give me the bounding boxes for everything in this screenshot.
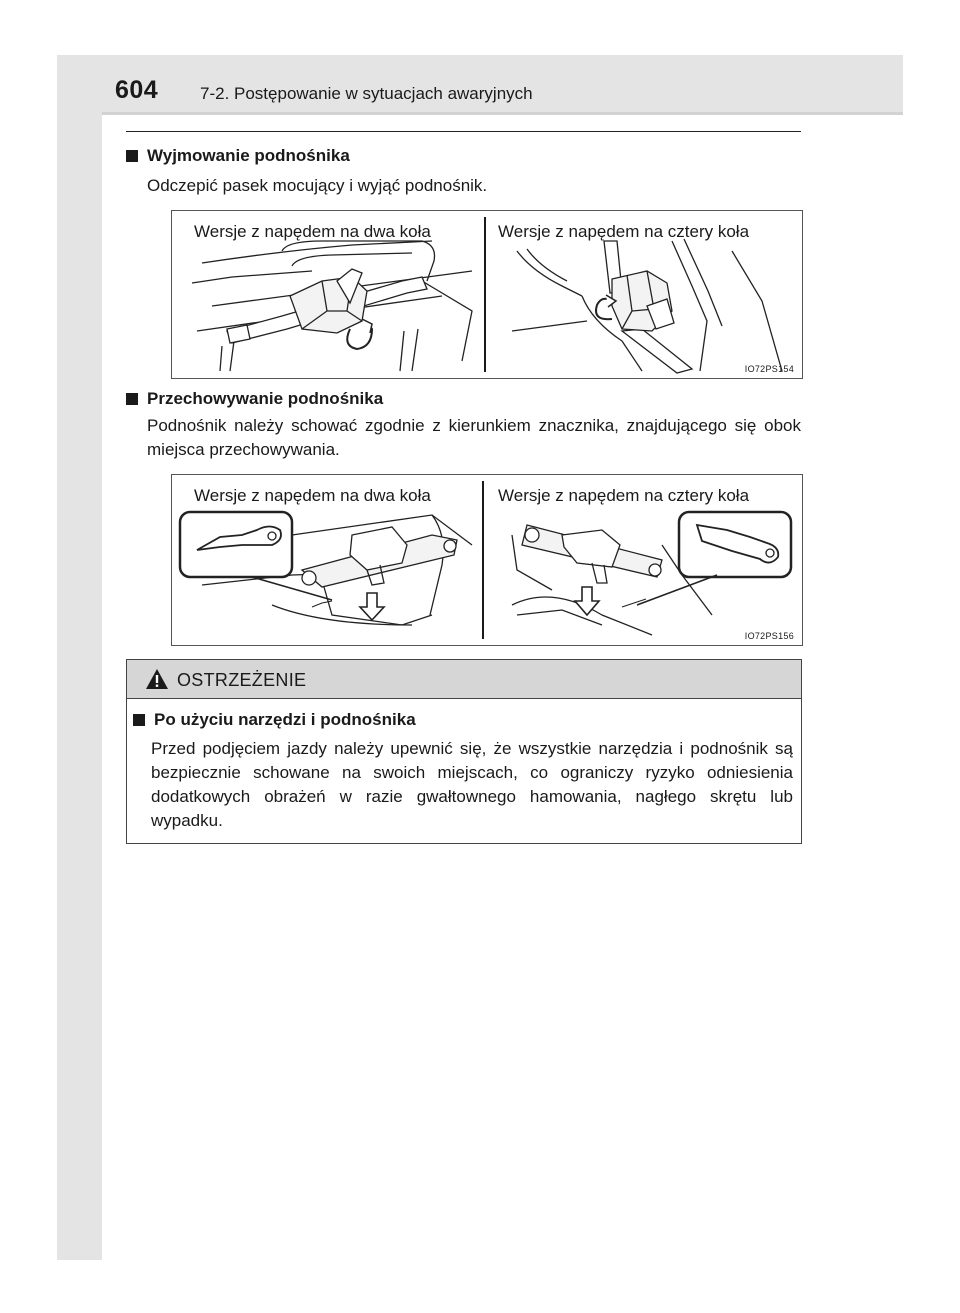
section-rule: [126, 131, 801, 132]
section-paragraph: Odczepić pasek mocujący i wyjąć podnośnik.: [147, 176, 488, 195]
figure-jack-storage: [171, 474, 803, 646]
figure-label-2wd: Wersje z napędem na dwa koła: [194, 486, 431, 505]
warning-text: Przed podjęciem jazdy należy upewnić się, że wszystkie narzędzia i podnośnik są bezpiecznie schowane na swoich miejscach, co ograniczy ryzyko odniesienia dodatkowych obrażeń w razie gwałtownego hamowania, nagłego skrętu lub wypadku.: [151, 739, 793, 830]
warning-header: [127, 660, 801, 699]
warning-title: OSTRZEŻENIE: [177, 670, 307, 690]
section-heading-text: Przechowywanie podnośnika: [147, 389, 384, 408]
figure-label-4wd: Wersje z napędem na cztery koła: [498, 486, 750, 505]
figure-divider: [484, 217, 486, 372]
figure-divider: [482, 481, 484, 639]
warning-box: [126, 659, 802, 844]
section-heading-storing-jack: [126, 389, 383, 409]
warning-heading-text: Po użyciu narzędzi i podnośnika: [154, 710, 416, 729]
warning-triangle-icon: [145, 668, 169, 690]
page-number: 604: [115, 76, 159, 104]
page-side-band: [57, 55, 102, 1260]
figure-label-4wd: Wersje z napędem na cztery koła: [498, 222, 750, 241]
header-underline: [102, 112, 903, 115]
figure-code: IO72PS156: [744, 631, 794, 641]
section-paragraph: Podnośnik należy schować zgodnie z kierunkiem znacznika, znajdującego się obok miejsca przechowywania.: [147, 416, 801, 459]
figure-code: IO72PS154: [744, 364, 794, 374]
warning-heading: [133, 710, 416, 730]
chapter-title: 7-2. Postępowanie w sytuacjach awaryjnych: [200, 84, 533, 103]
square-bullet-icon: [126, 393, 138, 405]
square-bullet-icon: [126, 150, 138, 162]
figure-jack-removal: [171, 210, 803, 379]
figure-label-2wd: Wersje z napędem na dwa koła: [194, 222, 431, 241]
section-heading-text: Wyjmowanie podnośnika: [147, 146, 350, 165]
section-heading-removing-jack: [126, 146, 350, 166]
square-bullet-icon: [133, 714, 145, 726]
